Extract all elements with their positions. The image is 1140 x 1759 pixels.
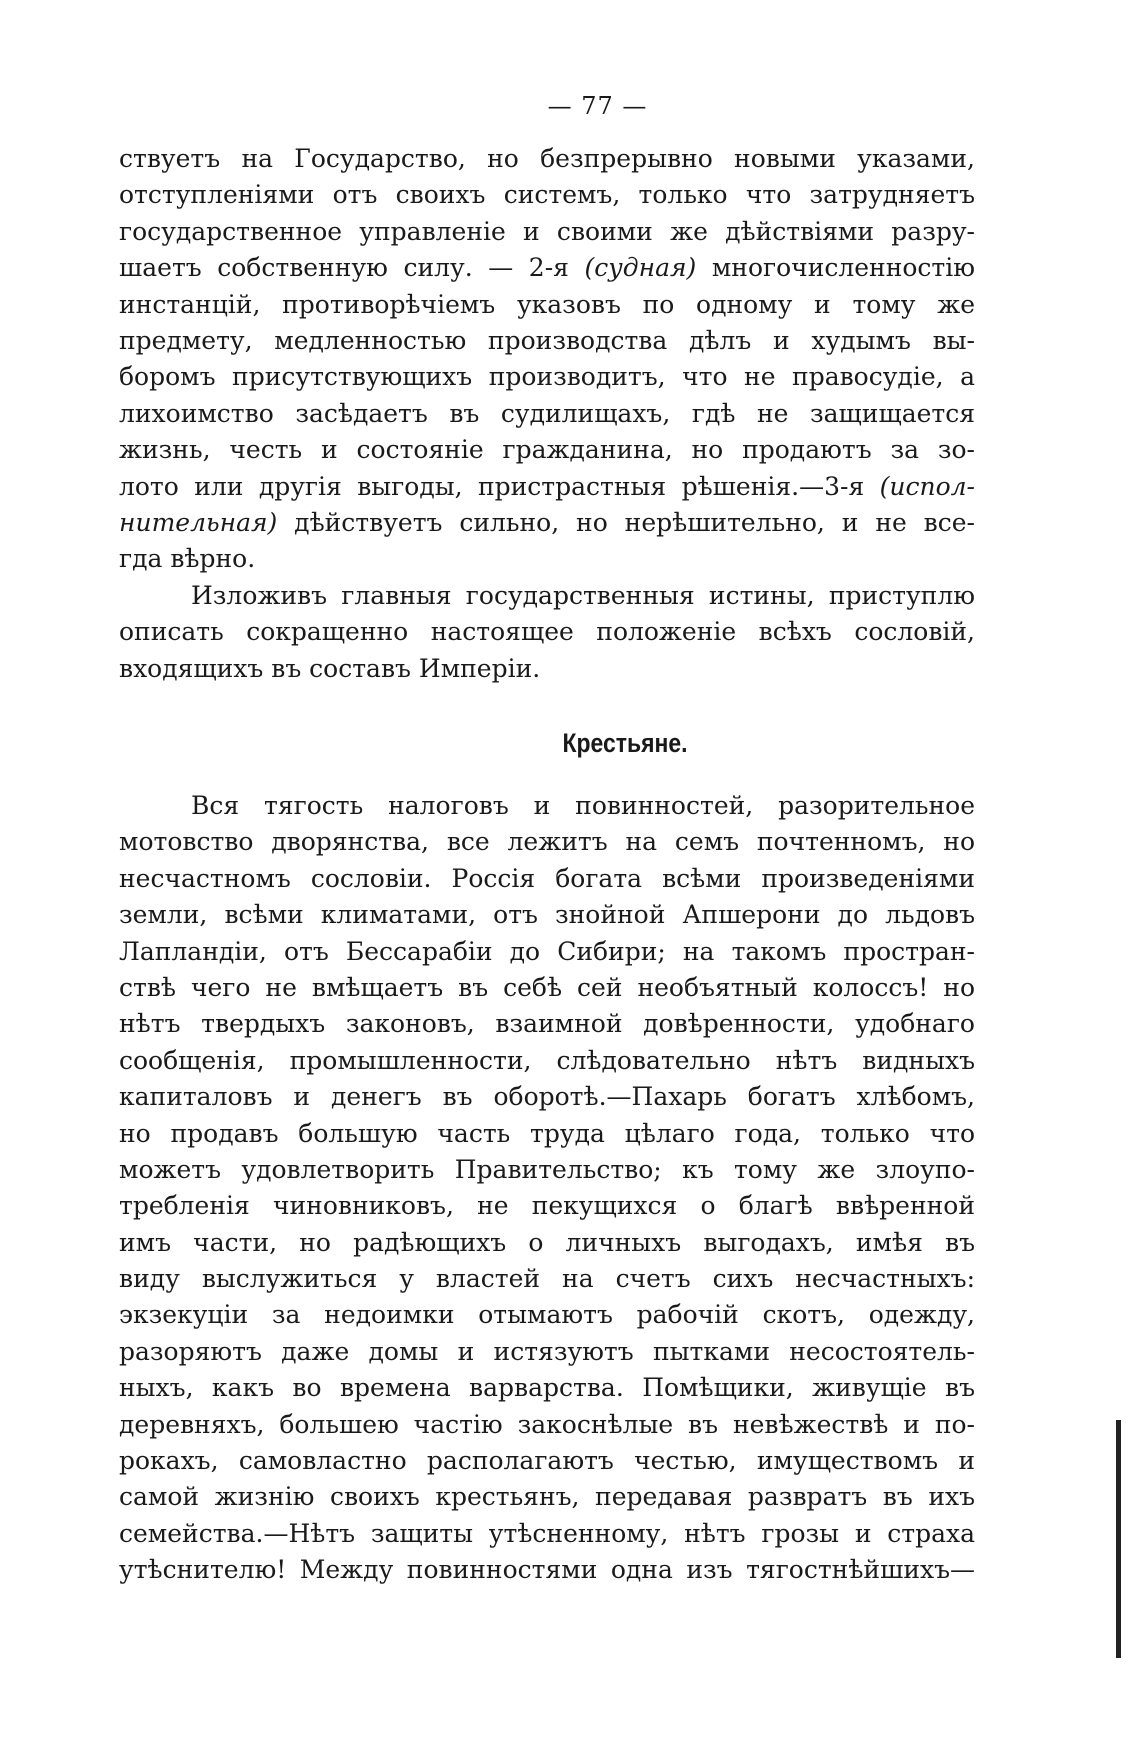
text-line (119, 505, 975, 541)
paragraph-3 (119, 788, 975, 1589)
text-line: предмету, медленностью производства дѣлъ и худымъ вы- (119, 325, 975, 355)
text-line: земли, всѣми климатами, отъ знойной Апшерони до льдовъ (119, 900, 975, 930)
page-number: — 77 — (547, 92, 648, 120)
text-line: несчастномъ сословіи. Россія богата всѣми произведеніями (119, 863, 975, 893)
text-line: имъ части, но радѣющихъ о личныхъ выгодахъ, имѣя въ (119, 1227, 975, 1257)
text-line: боромъ присутствующихъ производитъ, что не правосудіе, а (119, 362, 975, 392)
text-line: ствуетъ на Государство, но безпрерывно новыми указами, (119, 144, 975, 173)
text-line: разоряютъ даже домы и истязуютъ пытками несостоятель- (119, 1336, 975, 1366)
paragraph-1 (119, 141, 975, 578)
text-line: жизнь, честь и состояніе гражданина, но продаютъ за зо- (119, 435, 975, 465)
text-line: рокахъ, самовластно располагаютъ честью, имуществомъ и (119, 1446, 975, 1476)
text-line: лихоимство засѣдаетъ въ судилищахъ, гдѣ не защищается (119, 398, 975, 428)
text-line: инстанцій, противорѣчіемъ указовъ по одному и тому же (119, 289, 975, 319)
text-line: государственное управленіе и своими же дѣйствіями разру- (119, 216, 975, 246)
text-run: шаетъ собственную силу. — 2-я (119, 253, 585, 283)
text-line: самой жизнію своихъ крестьянъ, передавая развратъ въ ихъ (119, 1482, 975, 1512)
text-line: Лапландіи, отъ Бессарабіи до Сибири; на такомъ простран- (119, 936, 975, 966)
text-line: сообщенія, промышленности, слѣдовательно нѣтъ видныхъ (119, 1045, 975, 1075)
italic-term: (испол- (879, 471, 975, 501)
text-line: мотовство дворянства, все лежитъ на семъ почтенномъ, но (119, 827, 975, 857)
text-run: лото или другія выгоды, пристрастныя рѣшенія.—3-я (119, 471, 880, 501)
text-line: можетъ удовлетворить Правительство; къ тому же злоупо- (119, 1154, 975, 1184)
text-line: Изложивъ главныя государственныя истины, приступлю (191, 581, 975, 610)
text-line: отступленіями отъ своихъ системъ, только что затрудняетъ (119, 180, 975, 210)
text-run: многочисленностію (696, 253, 975, 283)
italic-term: (судная) (584, 253, 697, 283)
text-line: экзекуціи за недоимки отымаютъ рабочій скотъ, одежду, (119, 1300, 975, 1330)
section-heading: Крестьяне. (562, 728, 688, 758)
text-line: нѣтъ твердыхъ законовъ, взаимной довѣренности, удобнаго (119, 1009, 975, 1039)
text-line (119, 250, 975, 286)
text-line: гда вѣрно. (119, 544, 256, 574)
paragraph-2 (119, 578, 975, 687)
text-line: деревняхъ, большею частію закоснѣлые въ невѣжествѣ и по- (119, 1409, 975, 1439)
text-line: Вся тягость налоговъ и повинностей, разорительное (191, 791, 975, 820)
text-line: виду выслужиться у властей на счетъ сихъ несчастныхъ: (119, 1264, 975, 1294)
text-line: но продавъ большую часть труда цѣлаго года, только что (119, 1118, 975, 1148)
text-line: описать сокращенно настоящее положеніе всѣхъ сословій, (119, 617, 975, 647)
text-line: ныхъ, какъ во времена варварства. Помѣщики, живущіе въ (119, 1373, 975, 1403)
text-run: дѣйствуетъ сильно, но нерѣшительно, и не все- (277, 507, 975, 537)
text-line: требленія чиновниковъ, не пекущихся о благѣ ввѣренной (119, 1191, 975, 1221)
text-line: капиталовъ и денегъ въ оборотѣ.—Пахарь богатъ хлѣбомъ, (119, 1082, 975, 1112)
text-line (119, 469, 975, 505)
text-line: семейства.—Нѣтъ защиты утѣсненному, нѣтъ грозы и страха (119, 1518, 975, 1548)
text-line: утѣснителю! Между повинностями одна изъ тягостнѣйшихъ— (119, 1555, 975, 1585)
page-edge-mark (1116, 1420, 1121, 1658)
italic-term: нительная) (119, 507, 278, 537)
text-line: входящихъ въ составъ Имперіи. (119, 653, 541, 683)
text-line: ствѣ чего не вмѣщаетъ въ себѣ сей необъятный колоссъ! но (119, 972, 975, 1002)
